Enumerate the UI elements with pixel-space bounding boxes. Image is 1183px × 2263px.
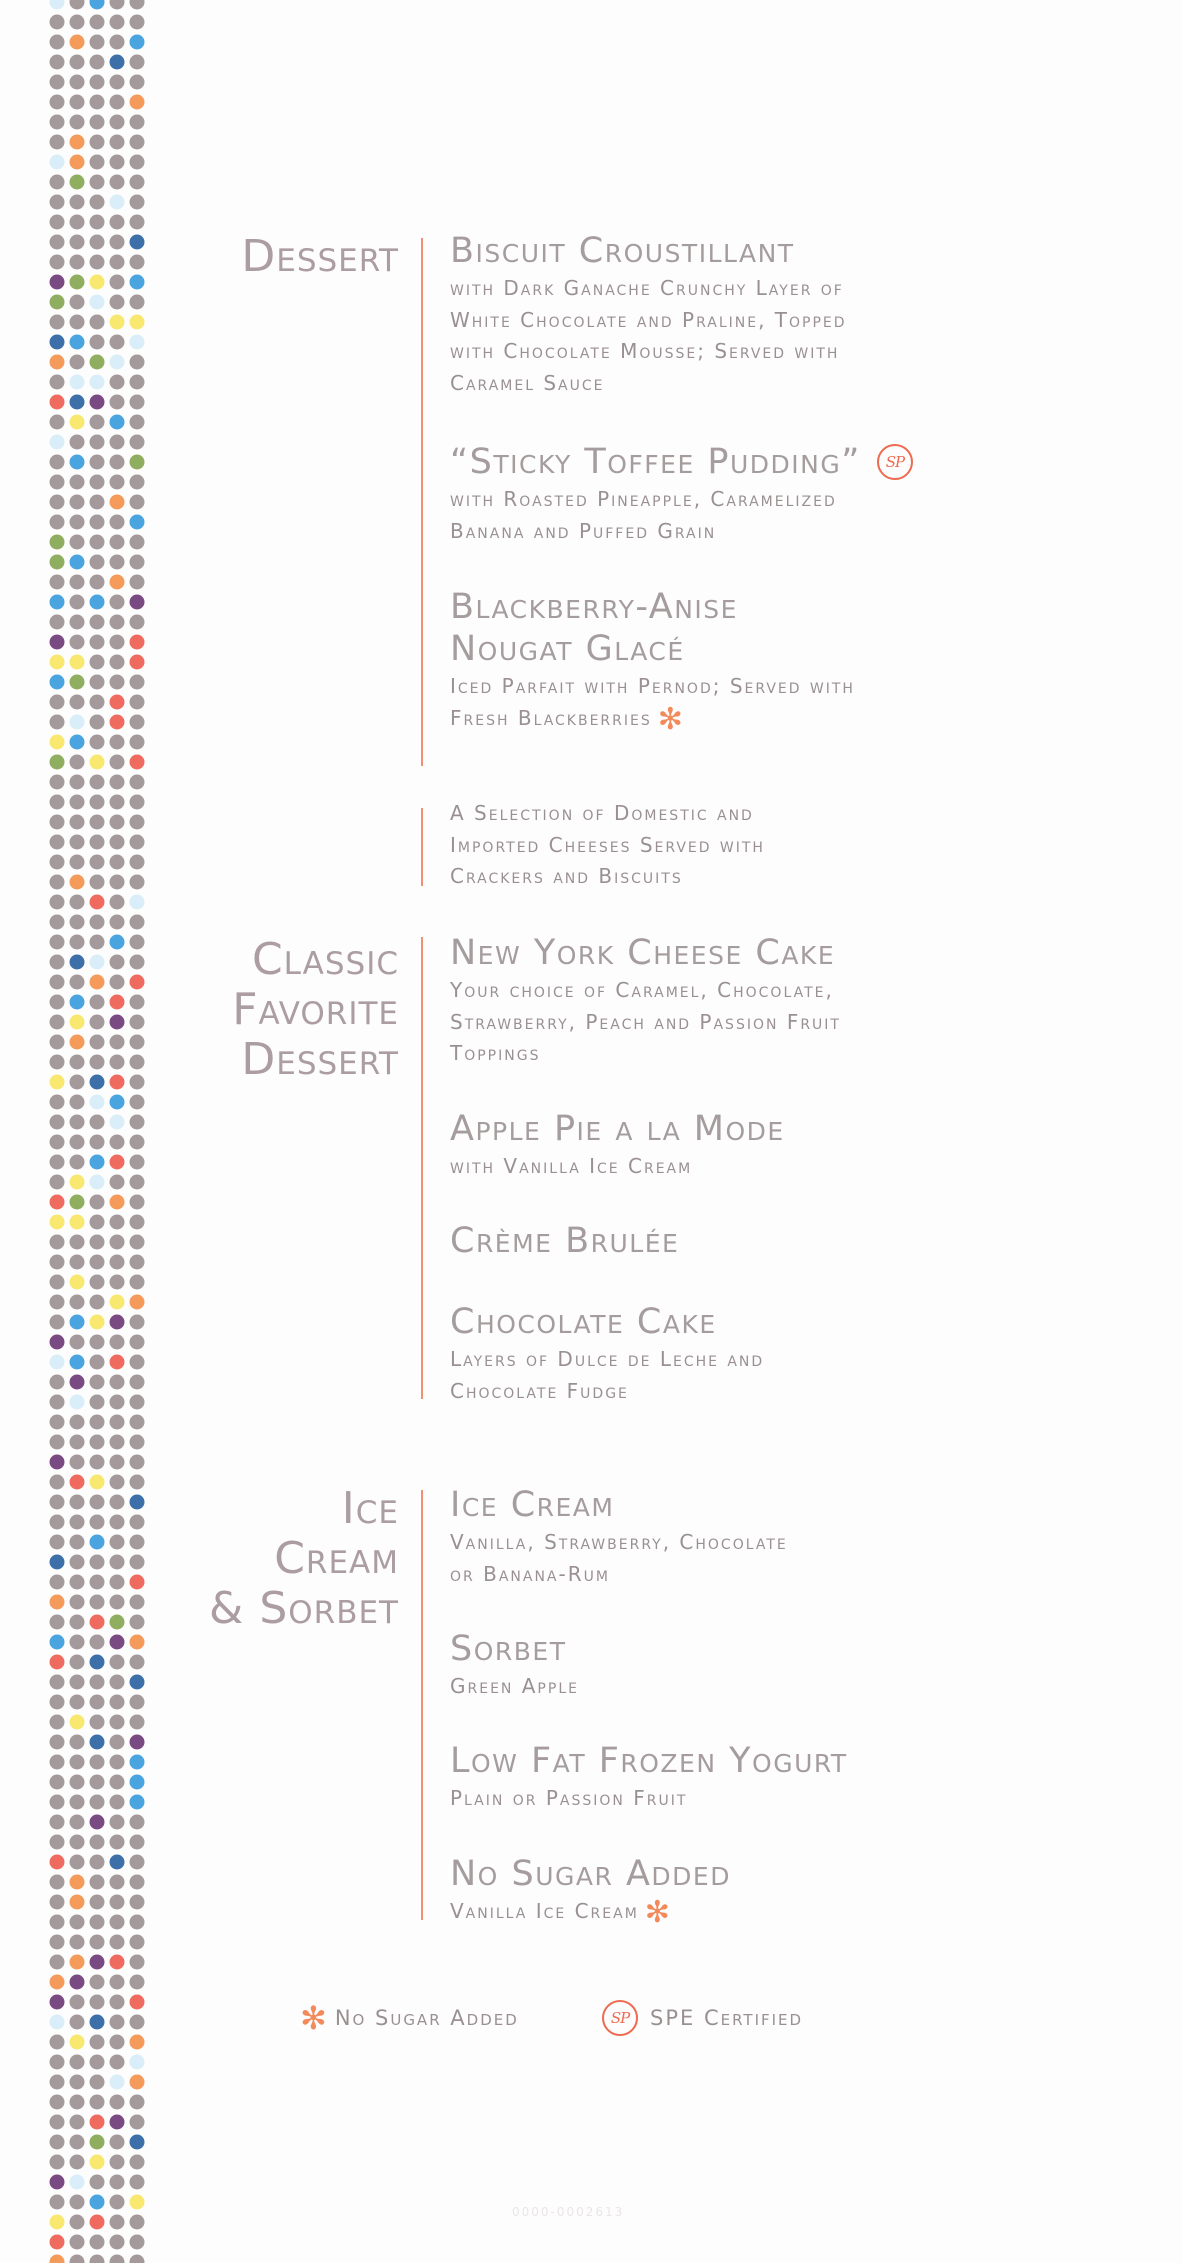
section-title-dessert: Dessert [241, 231, 399, 282]
description-line: Toppings [450, 1041, 541, 1065]
item-description [450, 1344, 1010, 1407]
item-description [450, 1671, 1010, 1703]
description-line: Plain or Passion Fruit [450, 1786, 688, 1810]
section-title-classic-favorite-dessert [232, 935, 399, 1085]
item-name: Crème Brulée [450, 1221, 680, 1261]
spe-certified-icon: SP [602, 2000, 638, 2036]
section-title-line: Cream [274, 1533, 399, 1584]
item-description [450, 1151, 1010, 1183]
section-title-line: Classic [251, 934, 399, 985]
item-name-text: “Sticky Toffee Pudding” [450, 442, 861, 482]
menu-item-sticky-toffee-pudding [450, 441, 1010, 547]
divider-cheese [421, 808, 423, 886]
section-title-line: Dessert [241, 1034, 399, 1085]
item-name: Apple Pie a la Mode [450, 1109, 785, 1149]
divider-ice-cream [421, 1490, 423, 1920]
item-description [450, 1783, 1010, 1815]
menu-item-no-sugar-added [450, 1853, 1010, 1928]
item-name: Low Fat Frozen Yogurt [450, 1741, 848, 1781]
description-line: Fresh Blackberries [450, 705, 652, 730]
item-description [450, 1527, 1010, 1590]
item-name: Biscuit Croustillant [450, 231, 795, 271]
menu-item-sorbet [450, 1628, 1010, 1703]
item-name-line: Blackberry-Anise [450, 587, 738, 627]
section-title-line: & Sorbet [209, 1583, 399, 1634]
menu-item-cheese-selection [450, 797, 1010, 893]
item-name: Ice Cream [450, 1485, 615, 1525]
item-description [450, 273, 1010, 399]
description-line: Strawberry, Peach and Passion Fruit [450, 1009, 841, 1034]
item-name: New York Cheese Cake [450, 933, 836, 973]
menu-item-creme-brulee [450, 1220, 1010, 1262]
item-description [450, 1896, 1010, 1928]
item-description [450, 798, 1010, 893]
item-name [450, 441, 1010, 483]
description-line: Imported Cheeses Served with [450, 832, 765, 857]
description-line: Green Apple [450, 1674, 579, 1698]
item-name-line: Nougat Glacé [450, 629, 685, 669]
item-description [450, 975, 1010, 1070]
menu-item-chocolate-cake [450, 1301, 1010, 1407]
description-line: Caramel Sauce [450, 370, 605, 395]
divider-classic [421, 937, 423, 1399]
description-line: Your choice of Caramel, Chocolate, [450, 978, 834, 1002]
spe-certified-icon: SP [877, 444, 913, 480]
footer-code: 0000-0002613 [512, 2205, 625, 2219]
menu-item-apple-pie-a-la-mode [450, 1108, 1010, 1183]
item-description [450, 671, 1010, 737]
menu-item-low-fat-frozen-yogurt [450, 1740, 1010, 1815]
description-line: White Chocolate and Praline, Topped [450, 307, 847, 332]
description-line: Chocolate Fudge [450, 1378, 629, 1403]
description-line: with Vanilla Ice Cream [450, 1154, 693, 1178]
description-line: Layers of Dulce de Leche and [450, 1347, 765, 1371]
divider-dessert [421, 238, 423, 766]
description-line: or Banana-Rum [450, 1561, 610, 1586]
legend-label: No Sugar Added [334, 2006, 519, 2030]
menu-item-ice-cream [450, 1484, 1010, 1590]
no-sugar-asterisk-icon: ✻ [300, 1999, 327, 2037]
description-line: with Chocolate Mousse; Served with [450, 339, 840, 363]
description-line: with Dark Ganache Crunchy Layer of [450, 276, 844, 300]
no-sugar-asterisk-icon: ✻ [644, 1895, 672, 1930]
menu-item-new-york-cheese-cake [450, 932, 1010, 1070]
menu-item-blackberry-anise-nougat-glace [450, 586, 1010, 737]
item-name: Sorbet [450, 1629, 567, 1669]
description-line: with Roasted Pineapple, Caramelized [450, 487, 837, 511]
decorative-dot-column [48, 0, 148, 2263]
description-line: Banana and Puffed Grain [450, 518, 717, 543]
section-title-ice-cream-sorbet [209, 1484, 399, 1634]
description-line: Crackers and Biscuits [450, 864, 683, 888]
item-name: No Sugar Added [450, 1854, 731, 1894]
description-line: Iced Parfait with Pernod; Served with [450, 674, 855, 698]
section-title-line: Ice [341, 1483, 399, 1534]
legend-no-sugar-added [300, 1998, 519, 2038]
legend-label: SPE Certified [650, 2006, 804, 2030]
description-line: Vanilla, Strawberry, Chocolate [450, 1530, 788, 1554]
no-sugar-asterisk-icon: ✻ [657, 701, 685, 737]
menu-item-biscuit-croustillant [450, 230, 1010, 399]
section-title-line: Favorite [232, 984, 399, 1035]
item-name: Chocolate Cake [450, 1302, 717, 1342]
item-description [450, 484, 1010, 547]
description-line: Vanilla Ice Cream [450, 1899, 639, 1923]
description-line: A Selection of Domestic and [450, 801, 754, 825]
legend-spe-certified [602, 1998, 803, 2038]
